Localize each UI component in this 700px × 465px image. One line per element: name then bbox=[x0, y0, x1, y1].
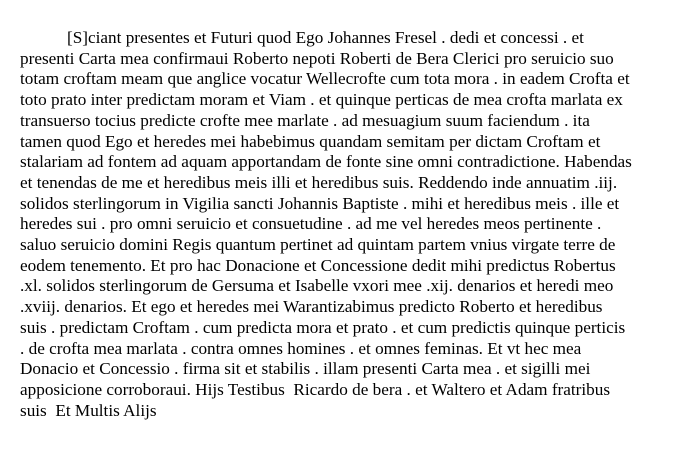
text-line-6: tamen quod Ego et heredes mei habebimus quandam semitam per dictam Croftam et bbox=[20, 131, 601, 151]
text-line-2: presenti Carta mea confirmaui Roberto nepoti Roberti de Bera Clerici pro seruicio suo bbox=[20, 48, 614, 68]
text-line-1: [S]ciant presentes et Futuri quod Ego Johannes Fresel . dedi et concessi . et bbox=[67, 28, 584, 47]
text-line-11: saluo seruicio domini Regis quantum pertinet ad quintam partem vnius virgate terre de bbox=[20, 235, 616, 255]
text-line-18: apposicione corroboraui. Hijs Testibus Ricardo de bera . et Waltero et Adam fratribus bbox=[20, 379, 611, 399]
text-line-10: heredes sui . pro omni seruicio et consuetudine . ad me vel heredes meos pertinente . bbox=[20, 214, 602, 234]
text-line-19: suis Et Multis Alijs bbox=[20, 400, 157, 420]
text-line-9: solidos sterlingorum in Vigilia sancti Johannis Baptiste . mihi et heredibus meis . ille et bbox=[20, 193, 620, 213]
text-line-17: Donacio et Concessio . firma sit et stabilis . illam presenti Carta mea . et sigilli mei bbox=[20, 359, 591, 379]
text-line-12: eodem tenemento. Et pro hac Donacione et Concessione dedit mihi predictus Robertus bbox=[20, 255, 616, 275]
text-line-15: suis . predictam Croftam . cum predicta mora et prato . et cum predictis quinque perticis bbox=[20, 317, 626, 337]
charter-text bbox=[20, 28, 690, 421]
text-line-4: toto prato inter predictam moram et Viam . et quinque perticas de mea crofta marlata ex bbox=[20, 90, 623, 110]
text-line-3: totam croftam meam que anglice vocatur Wellecrofte cum tota mora . in eadem Crofta et bbox=[20, 69, 630, 89]
text-line-5: transuerso tocius predicte crofte mee marlate . ad mesuagium suum faciendum . ita bbox=[20, 110, 590, 130]
text-line-14: .xviij. denarios. Et ego et heredes mei Warantizabimus predicto Roberto et heredibus bbox=[20, 297, 603, 317]
text-line-8: et tenendas de me et heredibus meis illi et heredibus suis. Reddendo inde annuatim .iij. bbox=[20, 172, 618, 192]
text-line-7: stalariam ad fontem ad aquam apportandam de fonte sine omni contradictione. Habendas bbox=[20, 152, 632, 172]
text-line-16: . de crofta mea marlata . contra omnes homines . et omnes feminas. Et vt hec mea bbox=[20, 338, 582, 358]
text-line-13: .xl. solidos sterlingorum de Gersuma et Isabelle vxori mee .xij. denarios et heredi meo bbox=[20, 276, 614, 296]
